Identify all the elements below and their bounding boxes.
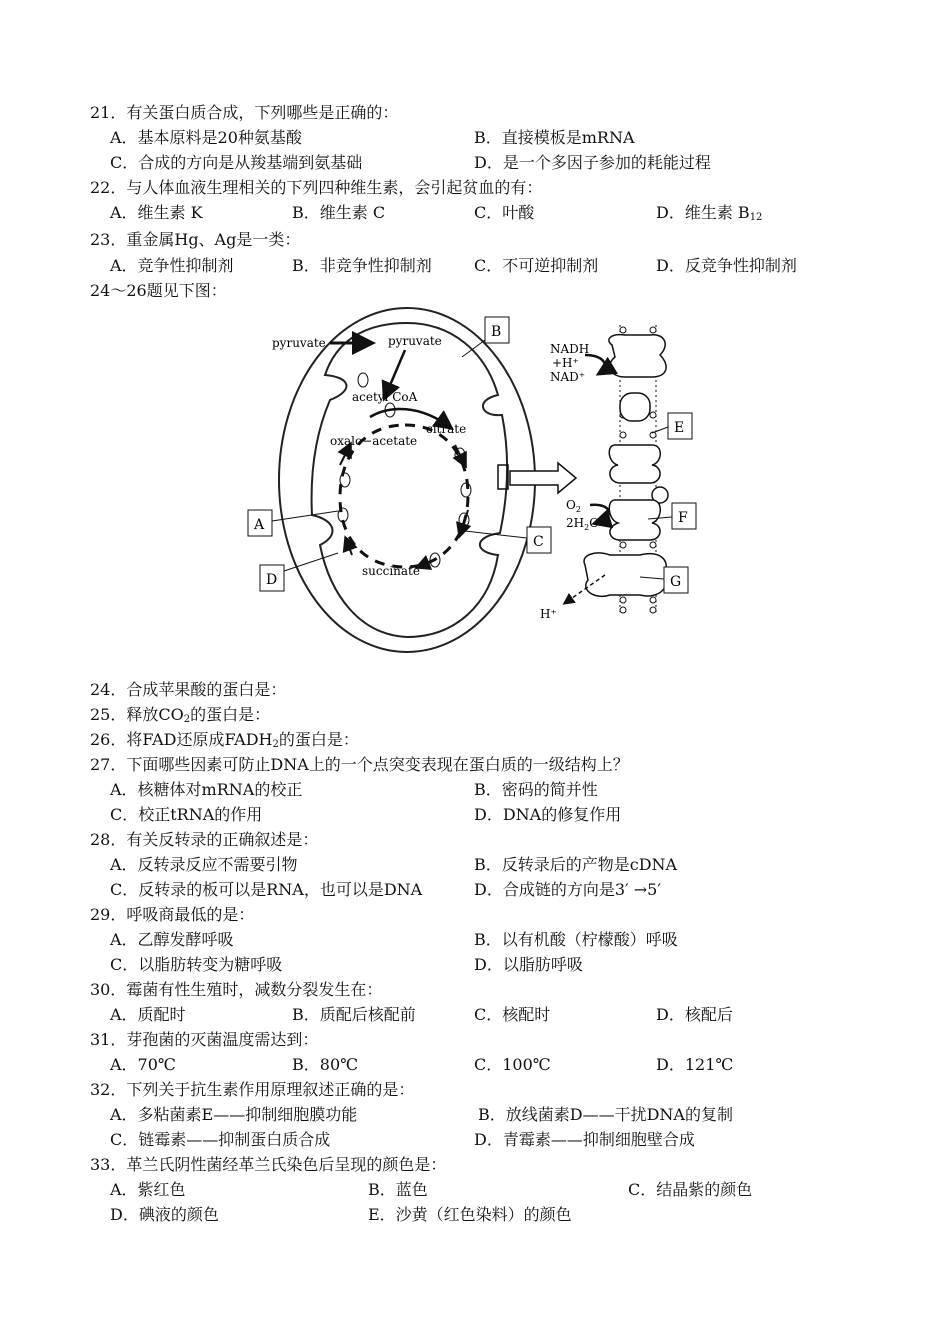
q28-option-c: C．反转录的板可以是RNA，也可以是DNA xyxy=(110,880,423,899)
q33-option-a: A．紫红色 xyxy=(110,1180,186,1199)
q27-option-b: B．密码的简并性 xyxy=(474,780,598,799)
complex-iv xyxy=(609,500,660,540)
q32-option-a: A．多粘菌素E——抑制细胞膜功能 xyxy=(110,1105,358,1124)
q29-option-c: C．以脂肪转变为糖呼吸 xyxy=(110,955,283,974)
enzyme-circle xyxy=(340,473,350,487)
cycle-arrow xyxy=(340,445,350,465)
q27-stem: 27．下面哪些因素可防止DNA上的一个点突变表现在蛋白质的一级结构上？ xyxy=(90,755,629,774)
q33-option-e: E．沙黄（红色染料）的颜色 xyxy=(368,1205,572,1224)
q26-stem: 26．将FAD还原成$FADH_2$的蛋白是： xyxy=(90,730,359,750)
q31-option-c: C．100℃ xyxy=(474,1055,551,1074)
q30-option-b: B．质配后核配前 xyxy=(292,1005,416,1024)
citrate-label: citrate xyxy=(426,422,467,436)
figure-intro: 24～26题见下图： xyxy=(90,281,227,300)
h-plus-label: +H⁺ xyxy=(552,356,579,370)
q32-option-c: C．链霉素——抑制蛋白质合成 xyxy=(110,1130,331,1149)
complex-i xyxy=(609,335,666,377)
label-d: D xyxy=(266,572,278,588)
label-g: G xyxy=(670,574,682,590)
q31-option-d: D．121℃ xyxy=(656,1055,734,1074)
q30-option-d: D．核配后 xyxy=(656,1005,733,1024)
q29-stem: 29．呼吸商最低的是： xyxy=(90,905,255,924)
h-out-label: H⁺ xyxy=(540,607,557,621)
q21-option-c: C．合成的方向是从羧基端到氨基础 xyxy=(110,153,363,172)
q21-stem: 21．有关蛋白质合成，下列哪些是正确的： xyxy=(90,103,399,122)
enzyme-circle xyxy=(358,373,368,387)
q27-option-d: D．DNA的修复作用 xyxy=(474,805,622,824)
nadh-label: NADH xyxy=(550,342,590,356)
mitochondrion-diagram xyxy=(240,305,720,675)
q27-option-c: C．校正tRNA的作用 xyxy=(110,805,263,824)
q31-stem: 31．芽孢菌的灭菌温度需达到： xyxy=(90,1030,319,1049)
oxaloacetate-label: oxalo−acetate xyxy=(330,434,418,448)
label-b: B xyxy=(491,324,502,340)
q22-option-b: B．维生素 C xyxy=(292,203,386,222)
q21-option-a: A．基本原料是20种氨基酸 xyxy=(110,128,302,147)
nad-label: NAD⁺ xyxy=(550,370,586,384)
enlarge-arrow xyxy=(510,463,576,493)
q21-option-b: B．直接模板是mRNA xyxy=(474,128,635,147)
leader-e xyxy=(652,427,668,433)
outer-membrane xyxy=(279,308,535,652)
enzyme-circle xyxy=(461,483,471,497)
q31-option-b: B．80℃ xyxy=(292,1055,359,1074)
inner-membrane xyxy=(312,323,508,637)
complex-ii xyxy=(620,393,650,421)
atp-synthase xyxy=(584,553,667,596)
q30-stem: 30．霉菌有性生殖时，减数分裂发生在： xyxy=(90,980,383,999)
leader-c xyxy=(465,531,527,538)
q29-option-b: B．以有机酸（柠檬酸）呼吸 xyxy=(474,930,678,949)
q28-option-b: B．反转录后的产物是cDNA xyxy=(474,855,678,874)
pyruvate-outside-label: pyruvate xyxy=(272,336,326,350)
q23-option-a: A．竞争性抑制剂 xyxy=(110,256,234,275)
complex-iii xyxy=(609,445,660,483)
q32-option-b: B．放线菌素D——干扰DNA的复制 xyxy=(478,1105,733,1124)
q23-option-b: B．非竞争性抑制剂 xyxy=(292,256,432,275)
q24-stem: 24．合成苹果酸的蛋白是： xyxy=(90,680,287,699)
o2-label: $O_2$ xyxy=(566,498,581,514)
pyruvate-inside-label: pyruvate xyxy=(388,334,442,348)
label-a: A xyxy=(254,517,265,533)
succinate-label: succinate xyxy=(362,564,420,578)
q28-option-a: A．反转录反应不需要引物 xyxy=(110,855,298,874)
q27-option-a: A．核糖体对mRNA的校正 xyxy=(110,780,303,799)
q33-stem: 33．革兰氏阴性菌经革兰氏染色后呈现的颜色是： xyxy=(90,1155,447,1174)
q30-option-c: C．核配时 xyxy=(474,1005,551,1024)
q22-option-a: A．维生素 K xyxy=(110,203,203,222)
q33-option-d: D．碘液的颜色 xyxy=(110,1205,219,1224)
q30-option-a: A．质配时 xyxy=(110,1005,186,1024)
q23-option-c: C．不可逆抑制剂 xyxy=(474,256,599,275)
q29-option-a: A．乙醇发酵呼吸 xyxy=(110,930,234,949)
label-c: C xyxy=(533,534,544,550)
q21-option-d: D．是一个多因子参加的耗能过程 xyxy=(474,153,711,172)
q23-stem: 23．重金属Hg、Ag是一类： xyxy=(90,230,301,249)
q23-option-d: D．反竞争性抑制剂 xyxy=(656,256,797,275)
q28-option-d: D．合成链的方向是3′ →5′ xyxy=(474,880,661,899)
q33-option-c: C．结晶紫的颜色 xyxy=(628,1180,753,1199)
nadh-arrow xyxy=(585,355,605,373)
label-f: F xyxy=(678,510,688,526)
acetyl-coa-label: acetyl CoA xyxy=(352,390,418,404)
q22-option-c: C．叶酸 xyxy=(474,203,535,222)
h2o-label: $2H_2O$ xyxy=(566,516,600,532)
q28-stem: 28．有关反转录的正确叙述是： xyxy=(90,830,319,849)
q29-option-d: D．以脂肪呼吸 xyxy=(474,955,583,974)
q33-option-b: B．蓝色 xyxy=(368,1180,428,1199)
q32-stem: 32．下列关于抗生素作用原理叙述正确的是： xyxy=(90,1080,415,1099)
q32-option-d: D．青霉素——抑制细胞壁合成 xyxy=(474,1130,695,1149)
q22-stem: 22．与人体血液生理相关的下列四种维生素，会引起贫血的有： xyxy=(90,178,543,197)
q22-option-d: D．维生素 $B_{12}$ xyxy=(656,203,763,223)
label-e: E xyxy=(674,420,685,436)
q31-option-a: A．70℃ xyxy=(110,1055,176,1074)
q25-stem: 25．释放$CO_2$的蛋白是： xyxy=(90,705,271,725)
